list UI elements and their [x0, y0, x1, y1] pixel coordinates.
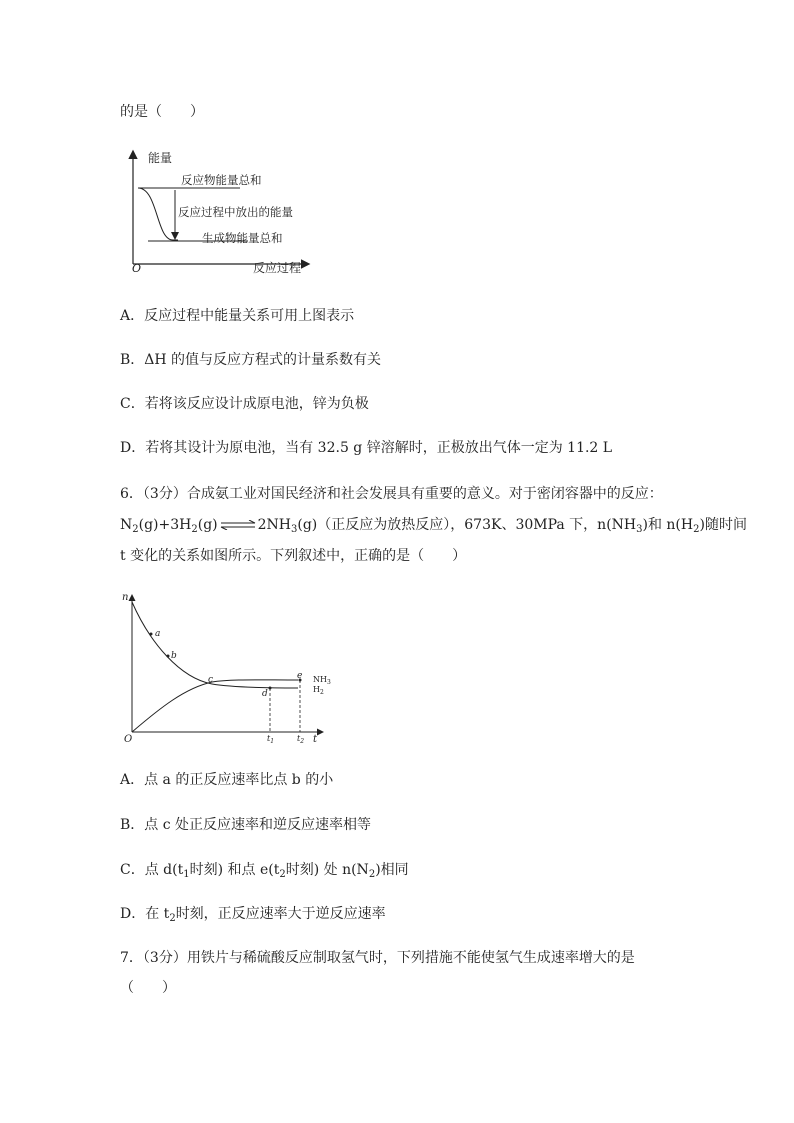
- q6-stem-line3: t 变化的关系如图所示。下列叙述中，正确的是（ ）: [120, 548, 467, 564]
- q6-option-d: D．在 $t_2$时刻，正反应速率大于逆反应速率: [120, 906, 386, 924]
- origin-label: O: [132, 262, 142, 275]
- product-energy-label: 生成物能量总和: [202, 231, 283, 245]
- q5-stem-tail: 的是（ ）: [120, 104, 204, 120]
- q5-option-a: A．反应过程中能量关系可用上图表示: [120, 308, 355, 324]
- q6-option-c: C．点 $d(t_1$时刻) 和点 $e(t_2$时刻) 处 $n(N_2)$相同: [120, 862, 409, 880]
- q5-option-d: D．若将其设计为原电池，当有 32.5 g 锌溶解时，正极放出气体一定为 11.2 L: [120, 440, 613, 456]
- point-e-label: e: [297, 671, 303, 681]
- reactant-energy-label: 反应物能量总和: [181, 173, 262, 187]
- t1-label: $t_1$: [267, 734, 275, 745]
- q5-option-b: B．ΔH 的值与反应方程式的计量系数有关: [120, 352, 382, 368]
- h2-curve-label: $H_2$: [313, 685, 324, 696]
- q6-option-a: A．点 a 的正反应速率比点 b 的小: [120, 772, 334, 788]
- process-axis-label: 反应过程: [253, 261, 302, 275]
- h2-curve: [132, 602, 298, 688]
- point-b-label: b: [171, 651, 177, 661]
- energy-diagram: [118, 140, 318, 280]
- origin-label: O: [124, 734, 133, 745]
- energy-axis-label: 能量: [148, 151, 173, 165]
- q6-option-b: B．点 c 处正反应速率和逆反应速率相等: [120, 817, 372, 833]
- q6-stem-line2: $N_2(g)+3H_2(g)$ $2NH_3(g)$（正反应为放热反应），673K、30MPa 下，$n(NH_3)$和 $n(H_2)$随时间: [120, 517, 747, 535]
- equilibrium-arrows-icon: [220, 520, 256, 530]
- energy-curve: [138, 188, 178, 240]
- q7-stem-line1: 7．（3分）用铁片与稀硫酸反应制取氢气时，下列措施不能使氢气生成速率增大的是: [120, 950, 635, 966]
- q6-stem-line1: 6．（3分）合成氨工业对国民经济和社会发展具有重要的意义。对于密闭容器中的反应：: [120, 486, 663, 502]
- t-axis-label: t: [313, 734, 318, 745]
- t2-label: $t_2$: [297, 734, 305, 745]
- q7-stem-line2: （ ）: [120, 980, 176, 996]
- q5-option-c: C．若将该反应设计成原电池，锌为负极: [120, 396, 369, 412]
- released-energy-label: 反应过程中放出的能量: [178, 205, 293, 219]
- point-a-marker: [150, 633, 153, 636]
- point-b-marker: [167, 655, 170, 658]
- nh3-curve-label: $NH_3$: [313, 675, 331, 686]
- point-d-label: d: [262, 689, 268, 699]
- n-t-diagram: [120, 588, 340, 746]
- point-a-label: a: [155, 629, 161, 639]
- point-c-label: c: [208, 675, 214, 685]
- n-axis-label: n: [122, 592, 129, 603]
